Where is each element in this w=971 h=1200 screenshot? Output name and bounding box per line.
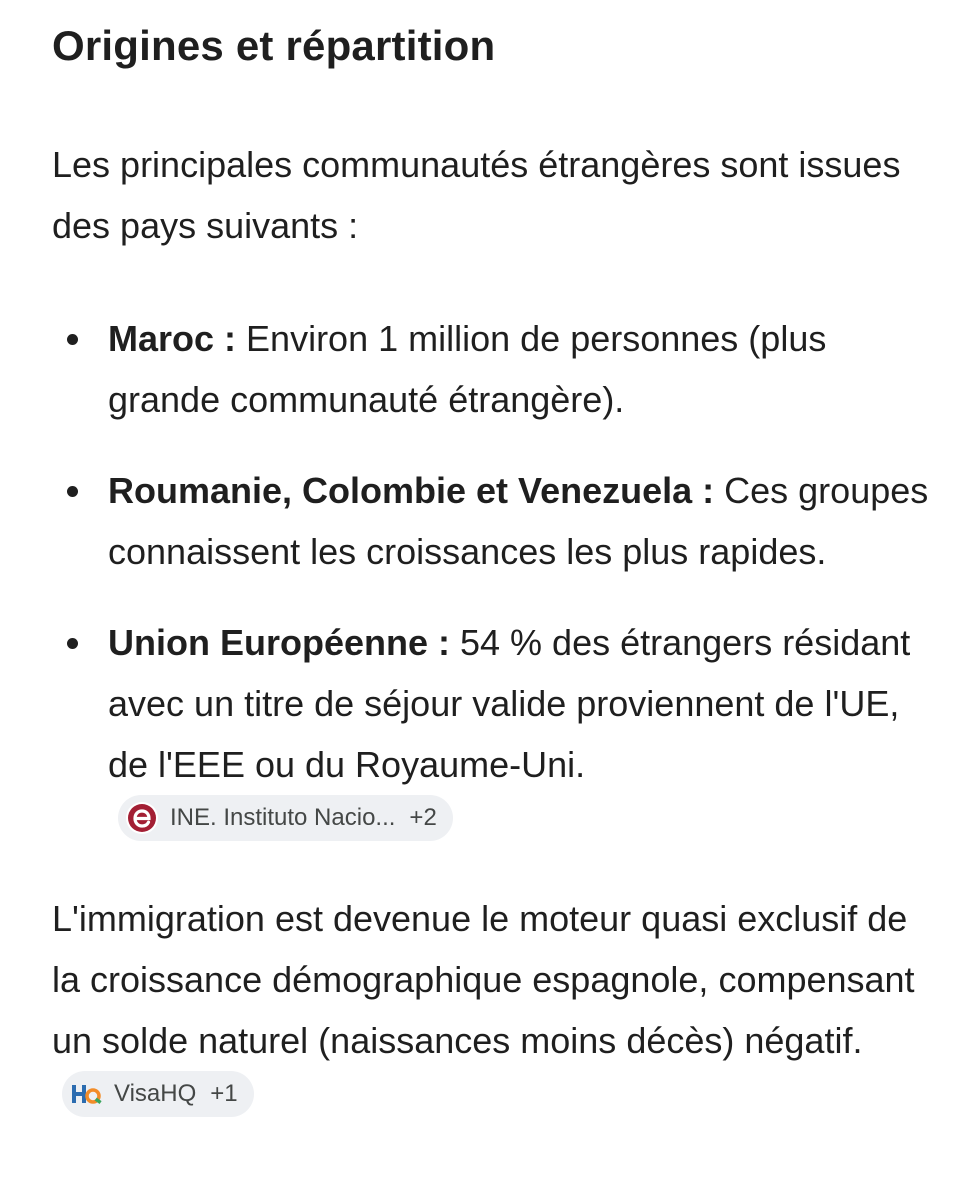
source-chip-ine[interactable]	[118, 795, 453, 841]
bullet-dot	[67, 638, 78, 649]
visahq-logo-icon	[68, 1076, 104, 1112]
ine-logo-icon	[124, 800, 160, 836]
list-item-term: Maroc :	[108, 318, 237, 359]
list-item-union-europeenne	[52, 612, 932, 858]
list-item-text: 54 % des étrangers résidant avec un titre de séjour valide proviennent de l'UE, de l'EEE ou du Royaume-Uni.	[108, 622, 911, 785]
closing-paragraph	[52, 888, 932, 1134]
bullet-dot	[67, 334, 78, 345]
intro-paragraph: Les principales communautés étrangères sont issues des pays suivants :	[52, 144, 901, 246]
closing-text: L'immigration est devenue le moteur quasi exclusif de la croissance démographique espagnole, compensant un solde naturel (naissances moins décès) négatif.	[52, 898, 915, 1061]
answer-content	[52, 14, 932, 1134]
source-chip-more-count: +1	[210, 1080, 238, 1107]
source-chip-label: INE. Instituto Nacio...	[170, 804, 396, 831]
source-chip-label: VisaHQ	[114, 1080, 197, 1107]
list-item-term: Union Européenne :	[108, 622, 450, 663]
source-chip-visahq[interactable]	[62, 1071, 254, 1117]
source-chip-more-count: +2	[409, 804, 437, 831]
list-item-text: Ces groupes connaissent les croissances les plus rapides.	[108, 470, 929, 572]
bullet-dot	[67, 486, 78, 497]
list-item-roumanie-colombie-venezuela	[52, 460, 932, 582]
list-item-term: Roumanie, Colombie et Venezuela :	[108, 470, 715, 511]
country-list	[52, 308, 932, 858]
list-item-maroc	[52, 308, 932, 430]
list-item-text: Environ 1 million de personnes (plus grande communauté étrangère).	[108, 318, 827, 420]
section-title: Origines et répartition	[52, 22, 496, 69]
